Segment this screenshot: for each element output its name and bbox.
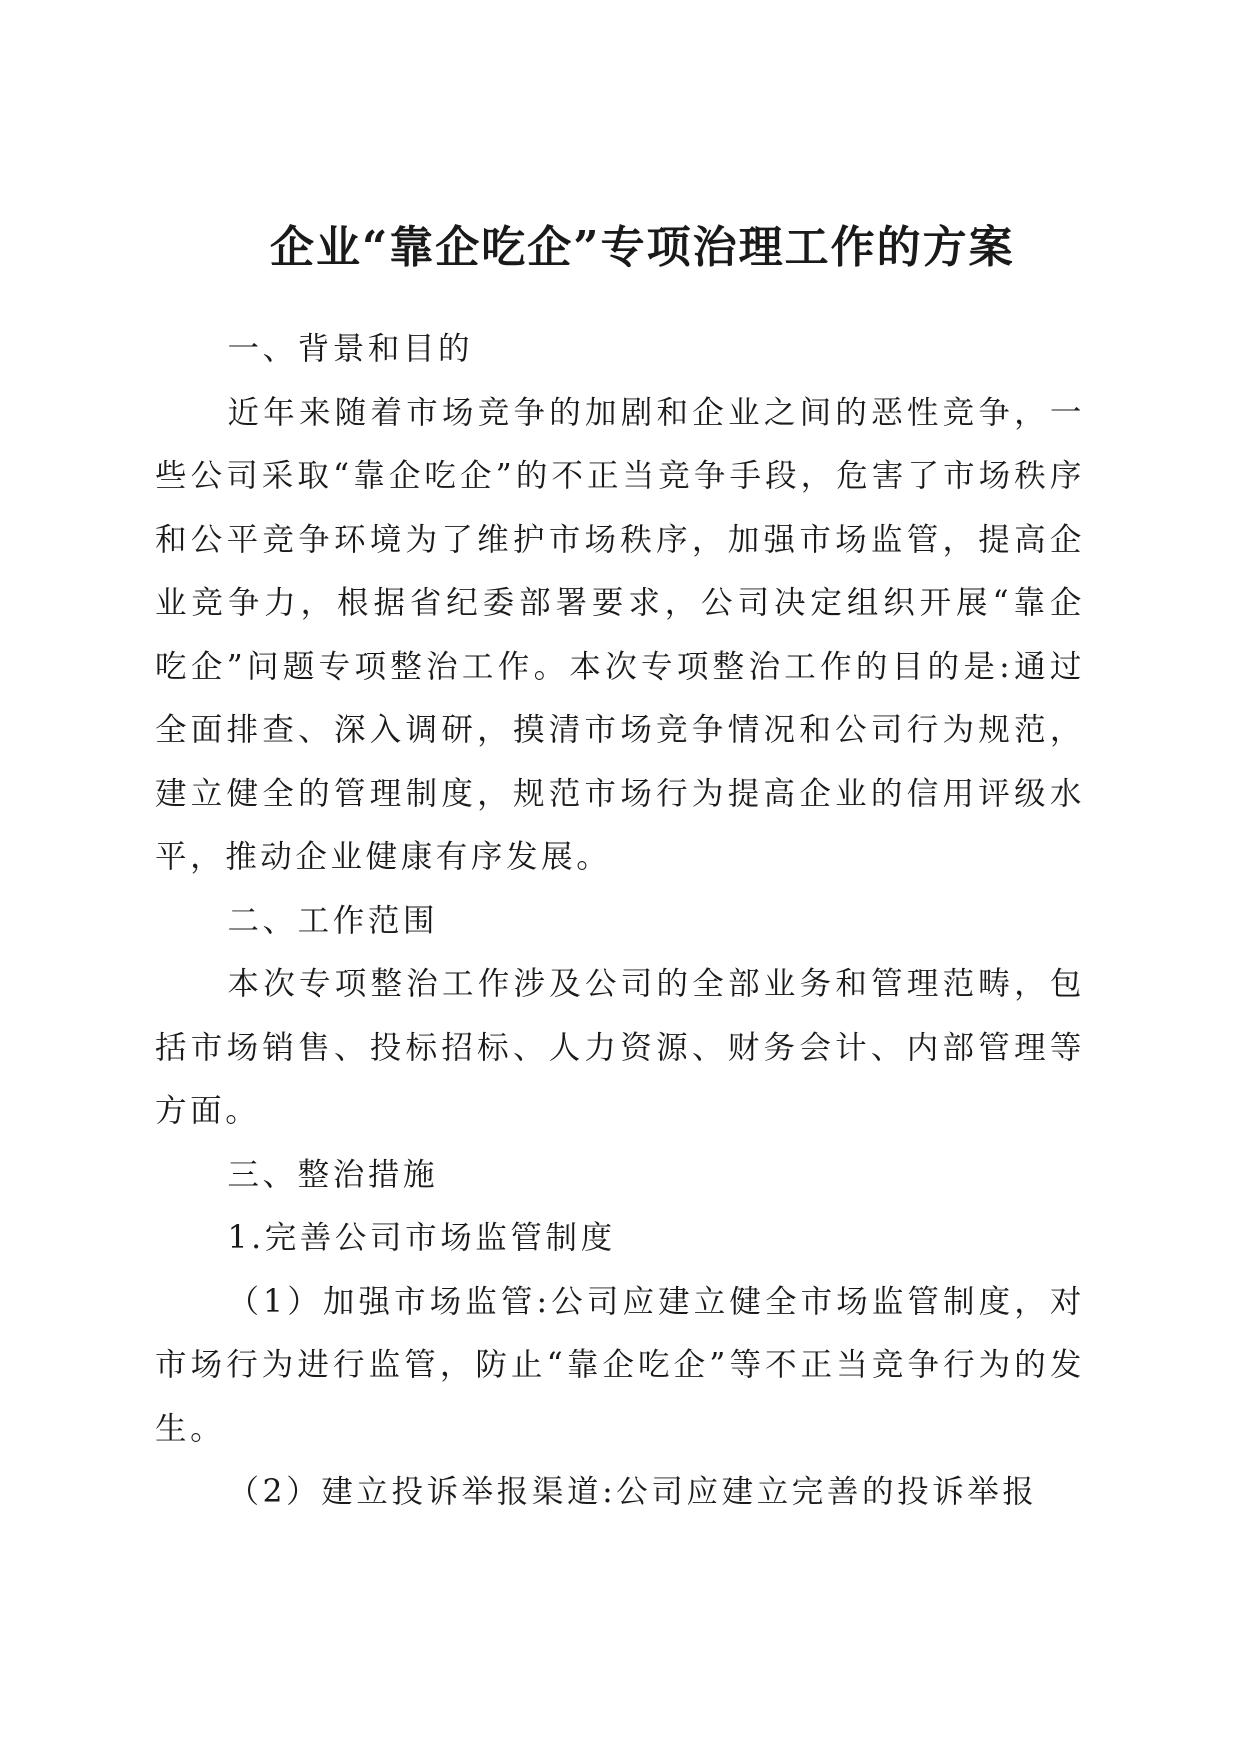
heading-scope: 二、工作范围	[227, 902, 439, 939]
heading-measures: 三、整治措施	[227, 1156, 439, 1193]
paragraph-background: 近年来随着市场竞争的加剧和企业之间的恶性竞争，一些公司采取“靠企吃企”的不正当竞争手段，危害了市场秩序和公平竞争环境为了维护市场秩序，加强市场监管，提高企业竞争力，根据省纪委部署要求，公司决定组织开展“靠企吃企”问题专项整治工作。本次专项整治工作的目的是:通过全面排查、深入调研，摸清市场竞争情况和公司行为规范，建立健全的管理制度，规范市场行为提高企业的信用评级水平，推动企业健康有序发展。	[155, 394, 1085, 875]
document-title: 企业“靠企吃企”专项治理工作的方案	[270, 222, 1015, 273]
paragraph-measure-1-2: （2）建立投诉举报渠道:公司应建立完善的投诉举报	[227, 1474, 1038, 1510]
paragraph-measure-1-1: （1）加强市场监管:公司应建立健全市场监管制度，对市场行为进行监管，防止“靠企吃企”等不正当竞争行为的发生。	[155, 1283, 1086, 1447]
heading-background: 一、背景和目的	[227, 331, 474, 367]
subheading-measure-1: 1.完善公司市场监管制度	[227, 1220, 616, 1256]
document-body	[155, 318, 1085, 1525]
paragraph-scope: 本次专项整治工作涉及公司的全部业务和管理范畴，包括市场销售、投标招标、人力资源、财务会计、内部管理等方面。	[155, 966, 1085, 1129]
